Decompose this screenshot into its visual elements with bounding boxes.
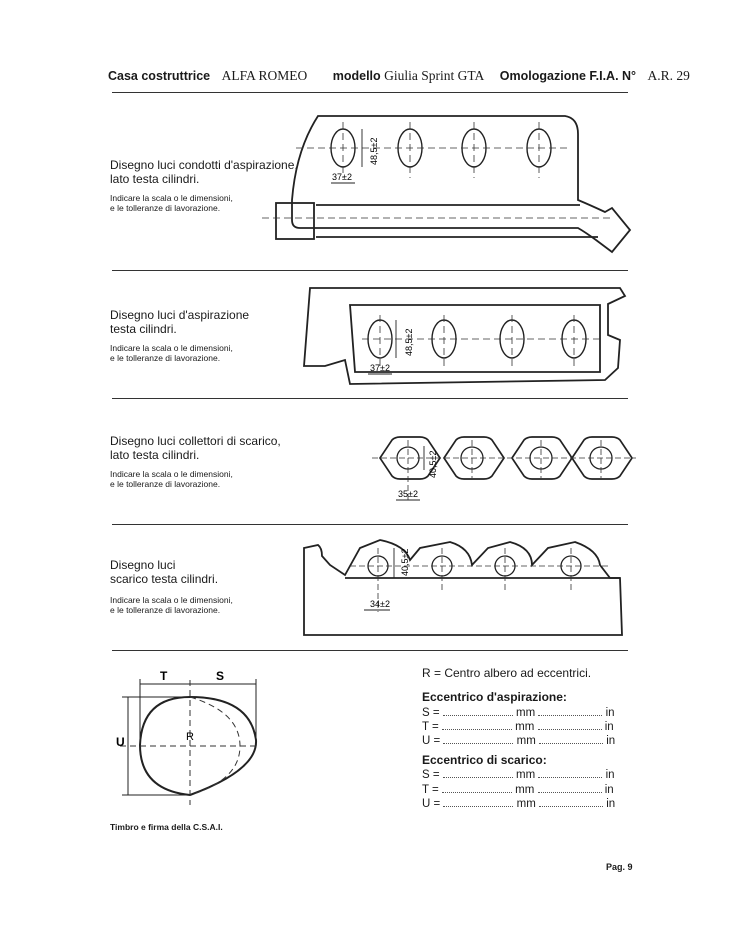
model-label: modello [332, 69, 381, 83]
maker-label: Casa costruttrice [108, 69, 211, 83]
section-4-note: Indicare la scala o le dimensioni, e le tolleranze di lavorazione. [110, 595, 233, 615]
section-1-title: Disegno luci condotti d'aspirazione, lato testa cilindri. [110, 158, 298, 186]
section-1-dim-width: 37±2 [332, 172, 352, 182]
homologation-label: Omologazione F.I.A. N° [499, 69, 637, 83]
cam-legend: R = Centro albero ad eccentrici. [422, 666, 592, 680]
intake-cam-row-u: U = mm in [422, 735, 616, 747]
cam-label-u: U [116, 735, 125, 749]
section-2-note: Indicare la scala o le dimensioni, e le tolleranze di lavorazione. [110, 343, 233, 363]
section-4-dim-height: 40,5±2 [400, 548, 410, 576]
exhaust-cam-title: Eccentrico di scarico: [422, 753, 547, 767]
cam-label-r: R [186, 731, 194, 743]
section-4-title: Disegno luci scarico testa cilindri. [110, 558, 219, 586]
section-2-dim-height: 48,5±2 [404, 328, 414, 356]
homologation-number: A.R. 29 [647, 68, 690, 83]
section-3-note: Indicare la scala o le dimensioni, e le tolleranze di lavorazione. [110, 469, 233, 489]
section-4-dim-width: 34±2 [370, 599, 390, 609]
intake-cam-row-t: T = mm in [422, 721, 614, 733]
intake-cam-title: Eccentrico d'aspirazione: [422, 690, 567, 704]
intake-cam-row-s: S = mm in [422, 707, 615, 719]
section-2-dim-width: 37±2 [370, 363, 390, 373]
exhaust-cam-row-t: T = mm in [422, 784, 614, 796]
exhaust-cam-row-s: S = mm in [422, 769, 615, 781]
section-2-title: Disegno luci d'aspirazione testa cilindri. [110, 308, 250, 336]
section-3-dim-width: 35±2 [398, 489, 418, 499]
exhaust-cam-row-u: U = mm in [422, 798, 616, 810]
maker-value: ALFA ROMEO [221, 68, 308, 83]
section-1-note: Indicare la scala o le dimensioni, e le tolleranze di lavorazione. [110, 193, 233, 213]
cam-label-t: T [160, 669, 168, 683]
section-1-dim-height: 48,5±2 [369, 137, 379, 165]
page-number: Pag. 9 [606, 862, 633, 872]
cam-label-s: S [216, 669, 225, 683]
section-3-dim-height: 40,5±2 [428, 450, 438, 478]
stamp-label: Timbro e firma della C.S.A.I. [110, 822, 223, 832]
model-value: Giulia Sprint GTA [384, 68, 485, 83]
section-3-title: Disegno luci collettori di scarico, lato testa cilindri. [110, 434, 281, 462]
